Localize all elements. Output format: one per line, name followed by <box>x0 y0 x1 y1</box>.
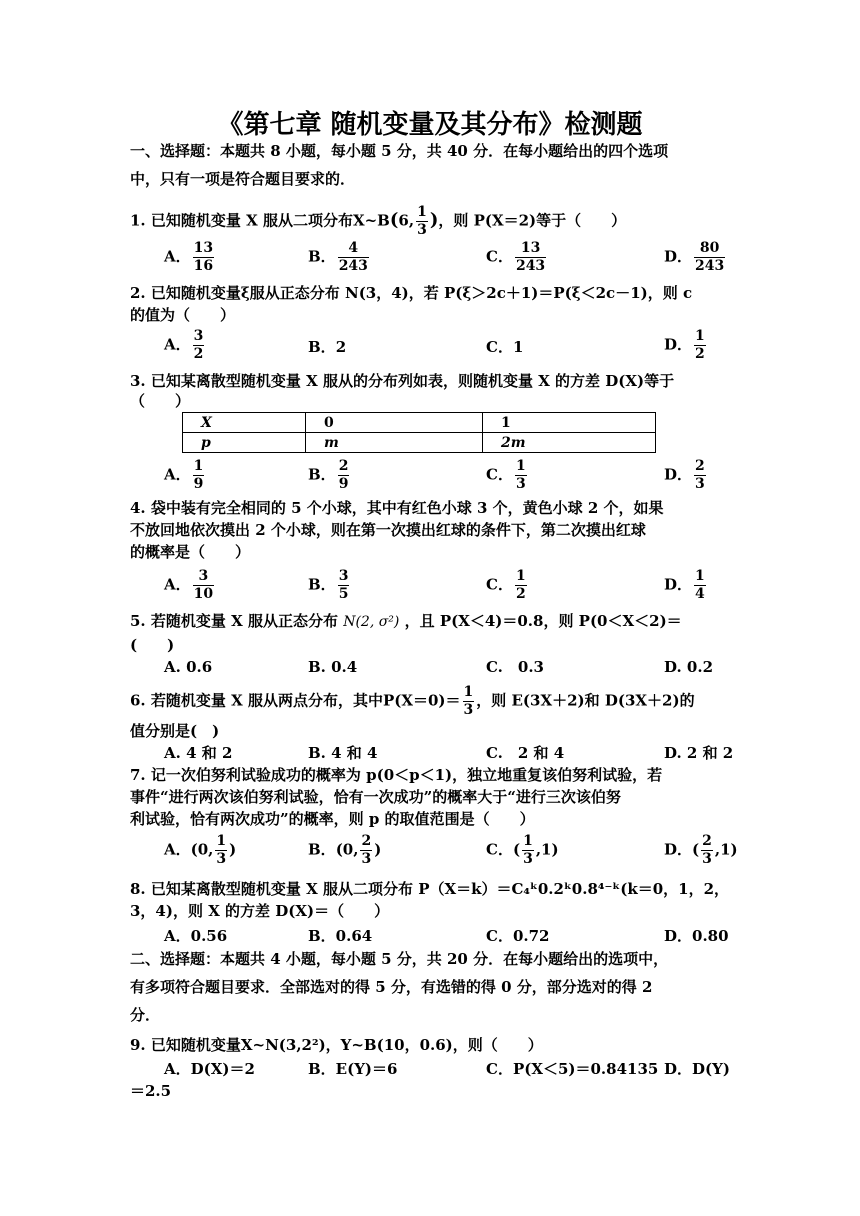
q6-option-d: D. 2 和 2 <box>664 744 734 762</box>
q6-line1: 6. 若随机变量 X 服从两点分布，其中P(X＝0)＝ $\frac{1}{3}$ ，则 E(3X＋2)和 D(3X＋2)的 <box>130 684 695 718</box>
normal-distribution-notation: N(2, σ²) <box>343 614 400 630</box>
q7-line3: 利试验，恰有两次成功”的概率，则 p 的取值范围是（ ） <box>130 810 535 828</box>
page-title: 《第七章 随机变量及其分布》检测题 <box>217 110 643 140</box>
q4-option-b: B． $\frac{3}{5}$ <box>308 568 349 602</box>
section1-line1: 一、选择题：本题共 8 小题，每小题 5 分，共 40 分．在每小题给出的四个选项 <box>130 142 669 160</box>
table-cell: 2m <box>483 433 656 453</box>
q1-option-c: C． $\frac{13}{243}$ <box>486 240 546 274</box>
q7-option-d: D．( $\frac{2}{3}$ ,1) <box>664 833 738 867</box>
q4-line2: 不放回地依次摸出 2 个小球，则在第一次摸出红球的条件下，第二次摸出红球 <box>130 521 646 539</box>
q1-stem: 1. 已知随机变量 X 服从二项分布X~B(6, $\frac{1}{3}$ )，则 P(X＝2)等于（ ） <box>130 204 627 238</box>
q8-option-b: B．0.64 <box>308 927 373 945</box>
table-cell: X <box>183 413 306 433</box>
q3-option-d: D． $\frac{2}{3}$ <box>664 458 705 492</box>
q1-stem-fraction: $\frac{1}{3}$ <box>417 204 427 238</box>
q5-line2: ( ) <box>130 636 175 654</box>
q3-option-a: A． $\frac{1}{9}$ <box>164 458 204 492</box>
section2-line1: 二、选择题：本题共 4 小题，每小题 5 分，共 20 分．在每小题给出的选项中， <box>130 950 669 968</box>
table-cell: m <box>306 433 483 453</box>
q9-option-c: C．P(X＜5)＝0.84135 <box>486 1060 659 1078</box>
table-row <box>183 433 656 453</box>
table-cell: p <box>183 433 306 453</box>
q7-line1: 7. 记一次伯努利试验成功的概率为 p(0＜p＜1)，独立地重复该伯努利试验，若 <box>130 766 663 784</box>
q5-line1: 5. 若随机变量 X 服从正态分布 N(2, σ²) ，且 P(X＜4)＝0.8，则 P(0＜X＜2)＝ <box>130 612 682 630</box>
q3-option-c: C． $\frac{1}{3}$ <box>486 458 526 492</box>
q5-option-b: B. 0.4 <box>308 658 358 676</box>
q9-option-b: B．E(Y)＝6 <box>308 1060 398 1078</box>
q6-option-a: A. 4 和 2 <box>164 744 233 762</box>
q6-option-c: C. 2 和 4 <box>486 744 565 762</box>
q4-option-d: D． $\frac{1}{4}$ <box>664 568 705 602</box>
q6-line2: 值分别是( ) <box>130 722 220 740</box>
q7-option-c: C．( $\frac{1}{3}$ ,1) <box>486 833 559 867</box>
q1-option-a: A． $\frac{13}{16}$ <box>164 240 214 274</box>
q9-option-a: A．D(X)＝2 <box>164 1060 255 1078</box>
q4-line3: 的概率是（ ） <box>130 543 251 561</box>
q9-line3: ＝2.5 <box>130 1082 172 1100</box>
q9-line1: 9. 已知随机变量X~N(3,2²)，Y~B(10，0.6)，则（ ） <box>130 1036 543 1054</box>
section1-line2: 中，只有一项是符合题目要求的． <box>130 170 356 188</box>
q3-line1: 3. 已知某离散型随机变量 X 服从的分布列如表，则随机变量 X 的方差 D(X)等于 <box>130 372 675 390</box>
q8-line2: 3，4)，则 X 的方差 D(X)＝（ ） <box>130 902 390 920</box>
section2-line3: 分． <box>130 1006 161 1024</box>
table-cell: 0 <box>306 413 483 433</box>
q7-option-b: B．(0, $\frac{2}{3}$ ) <box>308 833 382 867</box>
q6-option-b: B. 4 和 4 <box>308 744 378 762</box>
q6-fraction: $\frac{1}{3}$ <box>463 684 474 718</box>
q2-line2: 的值为（ ） <box>130 306 236 324</box>
q1-option-b: B． $\frac{4}{243}$ <box>308 240 368 274</box>
q1-option-d: D． $\frac{80}{243}$ <box>664 240 725 274</box>
q2-option-a: A． $\frac{3}{2}$ <box>164 328 204 362</box>
distribution-table <box>182 412 656 453</box>
q3-line2: （ ） <box>130 392 191 410</box>
q8-option-d: D．0.80 <box>664 927 729 945</box>
q4-line1: 4. 袋中装有完全相同的 5 个小球，其中有红色小球 3 个，黄色小球 2 个，如果 <box>130 499 664 517</box>
q4-option-c: C． $\frac{1}{2}$ <box>486 568 526 602</box>
q2-option-c: C．1 <box>486 338 524 356</box>
table-row <box>183 413 656 433</box>
q5-option-d: D. 0.2 <box>664 658 714 676</box>
q5-option-c: C. 0.3 <box>486 658 544 676</box>
q8-option-c: C．0.72 <box>486 927 550 945</box>
q2-line1: 2. 已知随机变量ξ服从正态分布 N(3，4)，若 P(ξ＞2c＋1)＝P(ξ＜2c－1)，则 c <box>130 284 693 302</box>
q7-option-a: A．(0, $\frac{1}{3}$ ) <box>164 833 237 867</box>
q9-option-d: D．D(Y) <box>664 1060 730 1078</box>
section2-line2: 有多项符合题目要求．全部选对的得 5 分，有选错的得 0 分，部分选对的得 2 <box>130 978 653 996</box>
table-cell: 1 <box>483 413 656 433</box>
q3-option-b: B． $\frac{2}{9}$ <box>308 458 349 492</box>
q8-line1: 8. 已知某离散型随机变量 X 服从二项分布 P（X＝k）＝C₄ᵏ0.2ᵏ0.8⁴⁻ᵏ(k＝0，1，2， <box>130 880 730 898</box>
q2-option-d: D． $\frac{1}{2}$ <box>664 328 705 362</box>
q7-line2: 事件“进行两次该伯努利试验，恰有一次成功”的概率大于“进行三次该伯努 <box>130 788 621 806</box>
q4-option-a: A． $\frac{3}{10}$ <box>164 568 214 602</box>
q2-option-b: B．2 <box>308 338 347 356</box>
q5-option-a: A. 0.6 <box>164 658 213 676</box>
q8-option-a: A．0.56 <box>164 927 228 945</box>
